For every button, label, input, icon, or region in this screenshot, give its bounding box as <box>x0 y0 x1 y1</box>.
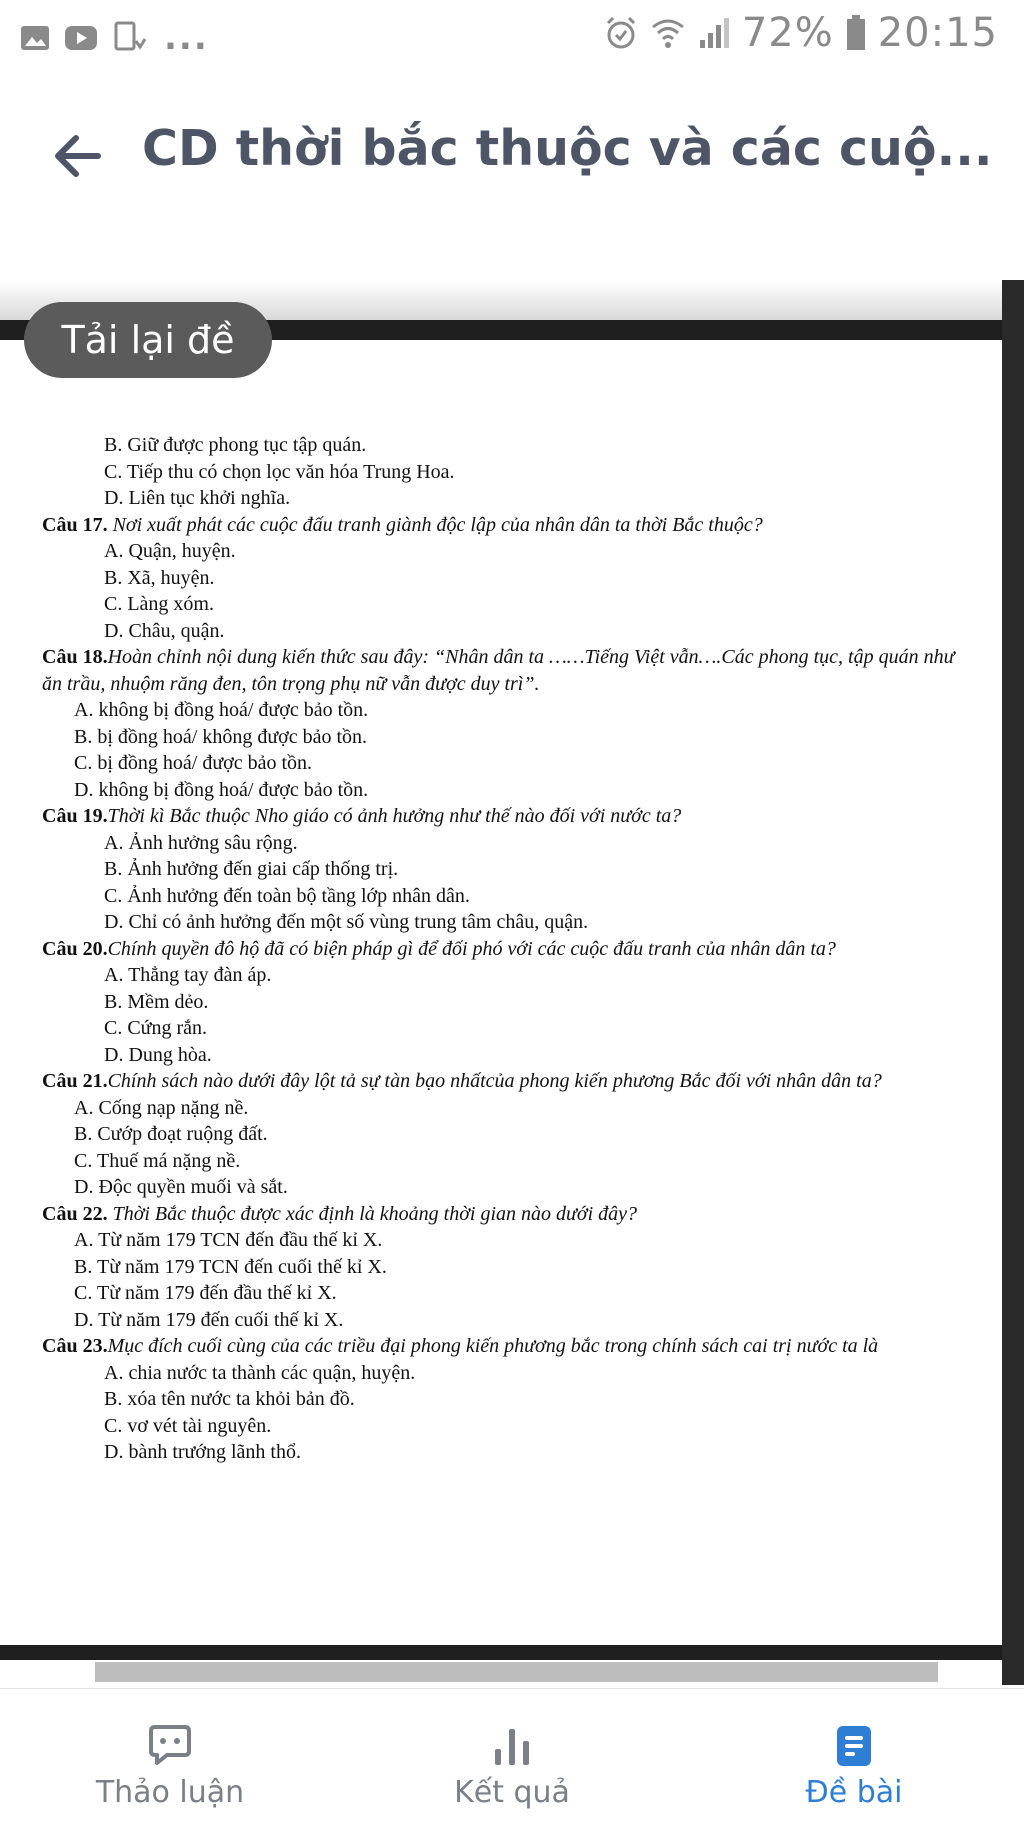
answer-option: A. Cống nạp nặng nề. <box>74 1096 249 1119</box>
answer-option: C. Làng xóm. <box>104 593 214 615</box>
answer-option: B. Từ năm 179 TCN đến cuối thế kỉ X. <box>74 1255 387 1278</box>
answer-option: D. Chỉ có ảnh hưởng đến một số vùng trung tâm châu, quận. <box>104 911 589 933</box>
document-right-edge <box>1002 280 1024 1685</box>
question-prompt: Thời Bắc thuộc được xác định là khoảng thời gian nào dưới đây? <box>107 1202 638 1225</box>
tab-exam[interactable] <box>734 1689 974 1821</box>
question-number: Câu 17. <box>42 513 108 536</box>
answer-option: B. Mềm dẻo. <box>104 990 209 1013</box>
answer-option: D. Liên tục khởi nghĩa. <box>104 487 291 509</box>
answer-option: A. không bị đồng hoá/ được bảo tồn. <box>74 699 369 721</box>
answer-option: B. Xã, huyện. <box>104 566 215 589</box>
answer-option: B. xóa tên nước ta khỏi bản đồ. <box>104 1388 355 1410</box>
bar-chart-icon <box>489 1725 535 1767</box>
question-text <box>42 644 962 697</box>
answer-option: B. bị đồng hoá/ không được bảo tồn. <box>74 725 368 748</box>
question-prompt: Nơi xuất phát các cuộc đấu tranh giành độc lập của nhân dân ta thời Bắc thuộc? <box>107 513 763 536</box>
answer-option: D. Độc quyền muối và sắt. <box>74 1176 288 1198</box>
answer-option: C. vơ vét tài nguyên. <box>104 1414 272 1437</box>
question-number: Câu 22. <box>42 1202 108 1225</box>
answer-option: D. Dung hòa. <box>104 1043 212 1066</box>
answer-option: B. Ảnh hưởng đến giai cấp thống trị. <box>104 858 399 880</box>
chat-icon <box>147 1725 193 1767</box>
question-number: Câu 19. <box>42 805 108 827</box>
answer-option: A. chia nước ta thành các quận, huyện. <box>104 1361 416 1384</box>
tab-label: Kết quả <box>454 1775 570 1810</box>
question-number: Câu 23. <box>42 1335 108 1357</box>
answer-option: D. Từ năm 179 đến cuối thế kỉ X. <box>74 1308 344 1331</box>
page-title: CD thời bắc thuộc và các cuộ... <box>142 120 993 177</box>
battery-icon <box>846 15 866 51</box>
wifi-icon <box>650 15 686 51</box>
tab-results[interactable] <box>392 1689 632 1821</box>
question-prompt: Thời kì Bắc thuộc Nho giáo có ảnh hưởng như thế nào đối với nước ta? <box>107 805 682 827</box>
question-text <box>42 512 962 539</box>
alarm-icon <box>604 15 638 51</box>
tab-label: Thảo luận <box>95 1775 245 1810</box>
download-icon <box>112 21 146 55</box>
signal-icon <box>698 16 730 50</box>
question-text <box>42 1068 962 1095</box>
bottom-nav <box>0 1688 1024 1821</box>
tab-label: Đề bài <box>805 1775 903 1810</box>
question-text <box>42 803 962 830</box>
answer-option: B. Giữ được phong tục tập quán. <box>104 434 367 456</box>
more-notifications: ... <box>164 18 209 58</box>
answer-option: B. Cướp đoạt ruộng đất. <box>74 1123 268 1145</box>
answer-option: D. bành trướng lãnh thổ. <box>104 1441 301 1463</box>
question-number: Câu 20. <box>42 937 108 960</box>
question-text <box>42 1201 962 1228</box>
question-text <box>42 936 962 963</box>
answer-option: C. Ảnh hưởng đến toàn bộ tầng lớp nhân dân. <box>104 884 470 907</box>
answer-option: A. Từ năm 179 TCN đến đầu thế kỉ X. <box>74 1229 383 1251</box>
answer-option: A. Thẳng tay đàn áp. <box>104 964 272 986</box>
youtube-icon <box>64 25 98 51</box>
back-button[interactable] <box>50 128 106 184</box>
question-prompt: Chính sách nào dưới đây lột tả sự tàn bạo nhấtcủa phong kiến phương Bắc đối với nhân dân ta? <box>107 1070 882 1092</box>
status-left <box>20 18 209 58</box>
horizontal-scrollbar[interactable] <box>95 1662 938 1682</box>
question-number: Câu 21. <box>42 1070 108 1092</box>
question-prompt: Chính quyền đô hộ đã có biện pháp gì để đối phó với các cuộc đấu tranh của nhân dân ta? <box>107 937 836 960</box>
question-text <box>42 1333 962 1360</box>
answer-option: A. Quận, huyện. <box>104 540 236 562</box>
question-number: Câu 18. <box>42 646 108 668</box>
app-header <box>0 80 1024 280</box>
battery-percent: 72% <box>741 10 834 56</box>
gallery-icon <box>20 24 50 52</box>
answer-option: C. Từ năm 179 đến đầu thế kỉ X. <box>74 1282 337 1304</box>
quiz-content <box>42 432 962 1466</box>
question-prompt: Hoàn chỉnh nội dung kiến thức sau đây: “Nhân dân ta ……Tiếng Việt vẫn….Các phong tục, tập quán như ăn trầu, nhuộm răng đen, tôn trọng phụ nữ vẫn được duy trì”. <box>42 646 955 695</box>
answer-option: C. Thuế má nặng nề. <box>74 1149 241 1172</box>
answer-option: C. Cứng rắn. <box>104 1017 208 1039</box>
answer-option: A. Ảnh hưởng sâu rộng. <box>104 831 298 854</box>
reload-exam-button[interactable]: Tải lại đề <box>24 302 272 378</box>
status-right <box>604 10 998 56</box>
tab-discussion[interactable] <box>50 1689 290 1821</box>
answer-option: D. không bị đồng hoá/ được bảo tồn. <box>74 778 369 801</box>
answer-option: C. bị đồng hoá/ được bảo tồn. <box>74 752 313 774</box>
clock: 20:15 <box>877 10 998 56</box>
document-icon <box>831 1725 877 1767</box>
question-prompt: Mục đích cuối cùng của các triều đại phong kiến phương bắc trong chính sách cai trị nước ta là <box>107 1335 879 1357</box>
answer-option: D. Châu, quận. <box>104 619 225 642</box>
arrow-left-icon <box>50 128 106 184</box>
status-bar <box>0 0 1024 80</box>
answer-option: C. Tiếp thu có chọn lọc văn hóa Trung Hoa. <box>104 460 455 483</box>
